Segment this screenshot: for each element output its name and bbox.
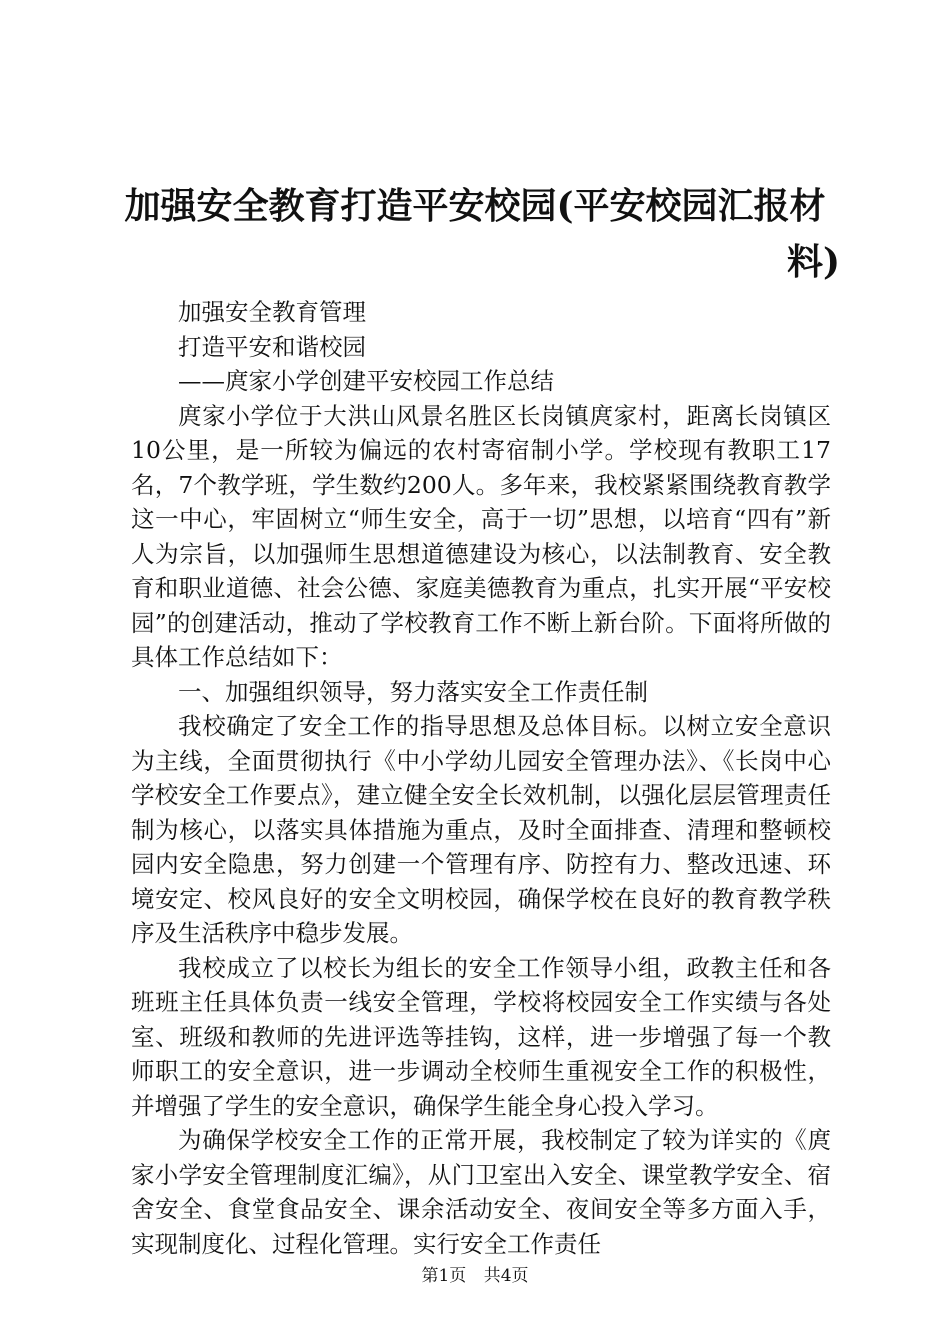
page-number-current: 第1页 <box>421 1266 467 1286</box>
paragraph-intro: 庹家小学位于大洪山风景名胜区长岗镇庹家村，距离长岗镇区10公里，是一所较为偏远的农村寄宿制小学。学校现有教职工17名，7个教学班，学生数约200人。多年来，我校紧紧围绕教育教学这一中心，牢固树立“师生安全，高于一切”思想，以培育“四有”新人为宗旨，以加强师生思想道德建设为核心，以法制教育、安全教育和职业道德、社会公德、家庭美德教育为重点，扎实开展“平安校园”的创建活动，推动了学校教育工作不断上新台阶。下面将所做的具体工作总结如下： <box>131 401 831 671</box>
heading-subtitle: ——庹家小学创建平安校园工作总结 <box>178 367 554 395</box>
section-heading-1: 一、加强组织领导，努力落实安全工作责任制 <box>178 677 648 706</box>
page-number-total: 共4页 <box>483 1266 529 1286</box>
document-title <box>110 178 840 290</box>
paragraph-leadership-group: 我校成立了以校长为组长的安全工作领导小组，政教主任和各班班主任具体负责一线安全管理，学校将校园安全工作实绩与各处室、班级和教师的先进评选等挂钩，这样，进一步增强了每一个教师职工的安全意识，进一步调动全校师生重视安全工作的积极性，并增强了学生的安全意识，确保学生能全身心投入学习。 <box>131 953 831 1120</box>
document-body <box>131 295 831 1261</box>
title-line-1: 加强安全教育打造平安校园(平安校园汇报材 <box>124 185 826 227</box>
heading-line-2: 打造平安和谐校园 <box>178 332 366 361</box>
heading-line-1: 加强安全教育管理 <box>178 298 366 326</box>
title-line-2: 料) <box>786 241 840 283</box>
paragraph-regulations: 为确保学校安全工作的正常开展，我校制定了较为详实的《庹家小学安全管理制度汇编》，从门卫室出入安全、课堂教学安全、宿舍安全、食堂食品安全、课余活动安全、夜间安全等多方面入手，实现制度化、过程化管理。实行安全工作责任 <box>131 1126 831 1258</box>
paragraph-guiding-ideas: 我校确定了安全工作的指导思想及总体目标。以树立安全意识为主线，全面贯彻执行《中小学幼儿园安全管理办法》、《长岗中心学校安全工作要点》，建立健全安全长效机制，以强化层层管理责任制为核心，以落实具体措施为重点，及时全面排查、清理和整顿校园内安全隐患，努力创建一个管理有序、防控有力、整改迅速、环境安定、校风良好的安全文明校园，确保学校在良好的教育教学秩序及生活秩序中稳步发展。 <box>131 712 831 947</box>
page-footer <box>0 1264 950 1288</box>
